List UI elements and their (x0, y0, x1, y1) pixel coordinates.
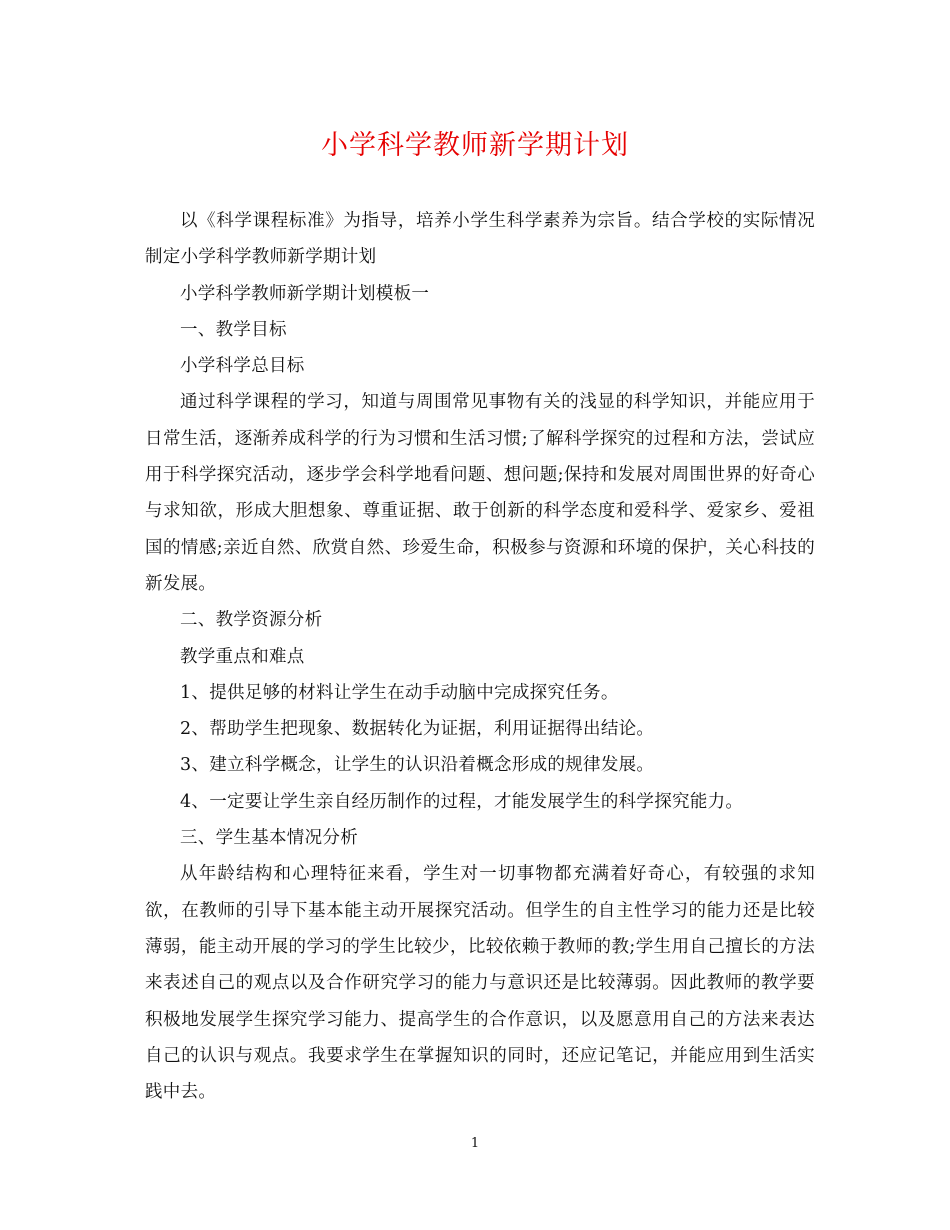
list-item: 2、帮助学生把现象、数据转化为证据，利用证据得出结论。 (180, 719, 655, 740)
section-heading-student-analysis: 三、学生基本情况分析 (180, 828, 358, 849)
overall-goal-paragraph: 通过科学课程的学习，知道与周围常见事物有关的浅显的科学知识，并能应用于日常生活，逐渐养成科学的行为习惯和生活习惯;了解科学探究的过程和方法，尝试应用于科学探究活动，逐步学会科学地看问题、想问题;保持和发展对周围世界的好奇心与求知欲，形成大胆想象、尊重证据、敢于创新的科学态度和爱科学、爱家乡、爱祖国的情感;亲近自然、欣赏自然、珍爱生命，积极参与资源和环境的保护，关心科技的新发展。 (145, 392, 815, 594)
document-body (145, 203, 815, 1110)
document-title: 小学科学教师新学期计划 (321, 130, 629, 161)
subheading-overall-goal: 小学科学总目标 (180, 356, 305, 377)
section-heading-resource-analysis: 二、教学资源分析 (180, 610, 323, 631)
list-item: 1、提供足够的材料让学生在动手动脑中完成探究任务。 (180, 682, 619, 703)
section-heading-teaching-goals: 一、教学目标 (180, 319, 287, 340)
list-item: 4、一定要让学生亲自经历制作的过程，才能发展学生的科学探究能力。 (180, 791, 744, 812)
intro-paragraph: 以《科学课程标准》为指导，培养小学生科学素养为宗旨。结合学校的实际情况制定小学科学教师新学期计划 (145, 211, 815, 268)
subheading-key-points: 教学重点和难点 (180, 646, 305, 667)
template-heading: 小学科学教师新学期计划模板一 (180, 283, 430, 304)
student-analysis-paragraph: 从年龄结构和心理特征来看，学生对一切事物都充满着好奇心，有较强的求知欲，在教师的引导下基本能主动开展探究活动。但学生的自主性学习的能力还是比较薄弱，能主动开展的学习的学生比较少，比较依赖于教师的教;学生用自己擅长的方法来表述自己的观点以及合作研究学习的能力与意识还是比较薄弱。因此教师的教学要积极地发展学生探究学习能力、提高学生的合作意识，以及愿意用自己的方法来表达自己的认识与观点。我要求学生在掌握知识的同时，还应记笔记，并能应用到生活实践中去。 (145, 864, 815, 1103)
page-number: 1 (470, 1136, 480, 1151)
list-item: 3、建立科学概念，让学生的认识沿着概念形成的规律发展。 (180, 755, 655, 776)
